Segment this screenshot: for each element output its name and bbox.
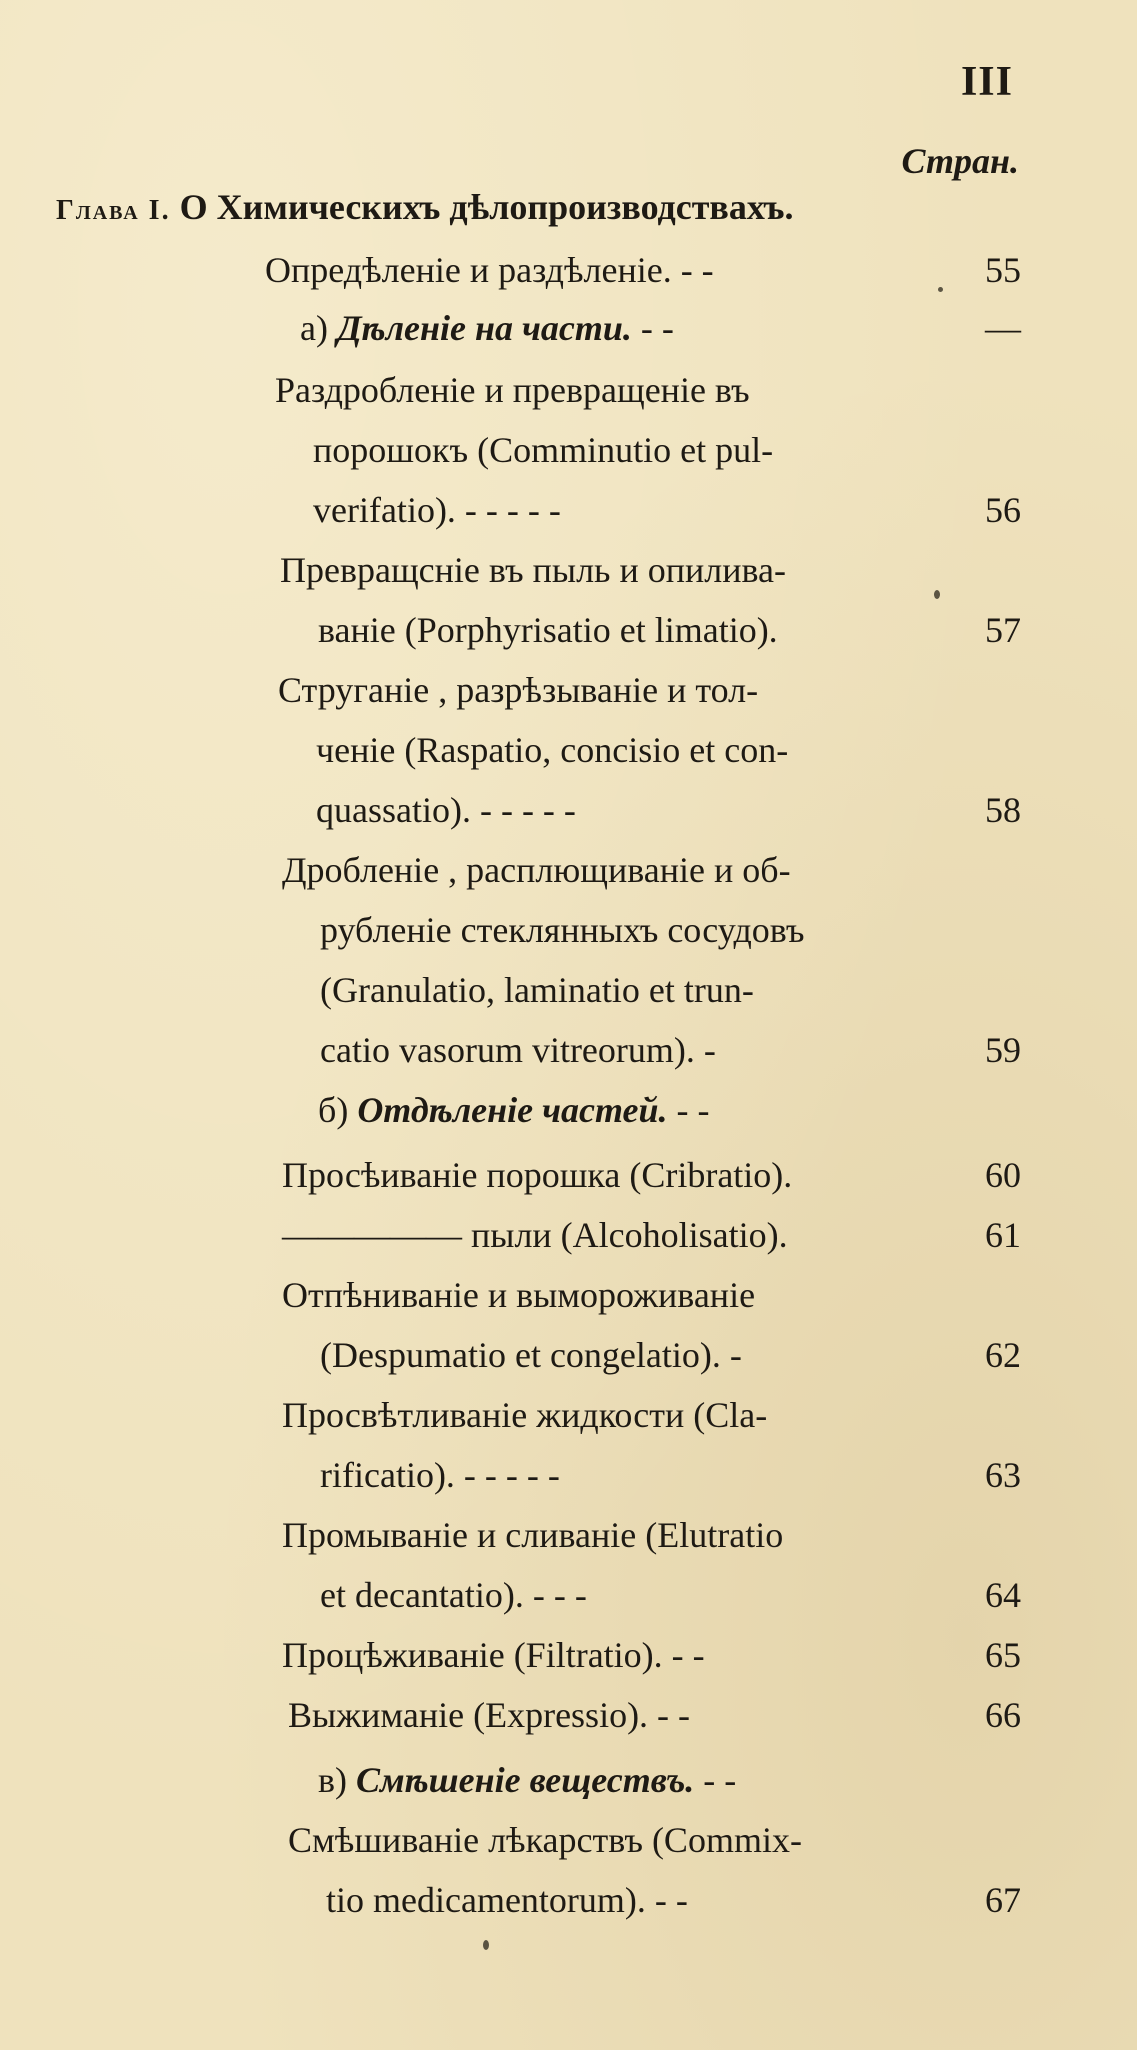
- toc-line-text: Дробленіе , расплющиваніе и об-: [282, 850, 791, 890]
- toc-line: [0, 660, 1137, 720]
- toc-line: [0, 1205, 1137, 1265]
- toc-line-text: Просвѣтливаніе жидкости (Cla-: [282, 1395, 768, 1435]
- toc-line: [0, 840, 1137, 900]
- toc-page-number: 62: [985, 1335, 1021, 1375]
- toc-line-text: Раздробленіе и превращеніе въ: [275, 370, 750, 410]
- toc-line: [0, 1810, 1137, 1870]
- toc-line: [0, 1870, 1137, 1930]
- paper-speck: [483, 1940, 489, 1950]
- toc-entry: [0, 1505, 1137, 1625]
- toc-line: [0, 1020, 1137, 1080]
- toc-line: [0, 1625, 1137, 1685]
- toc-entry: [0, 540, 1137, 660]
- toc-line-text: Просѣиваніе порошка (Cribratio).: [282, 1155, 793, 1195]
- toc-line: [0, 900, 1137, 960]
- toc-page-number: 55: [985, 250, 1021, 290]
- toc-line-text: рубленіе стеклянныхъ сосудовъ: [320, 910, 805, 950]
- chapter-heading: [56, 186, 793, 228]
- toc-page-number: 58: [985, 790, 1021, 830]
- toc-entry: [0, 1685, 1137, 1745]
- toc-line-text: Превращсніе въ пыль и опилива-: [280, 550, 786, 590]
- toc-line: [0, 1565, 1137, 1625]
- toc-entry: [0, 1385, 1137, 1505]
- toc-line-text: б) Отдѣленіе частей. - -: [318, 1090, 710, 1130]
- toc-page-number: 63: [985, 1455, 1021, 1495]
- toc-line: [0, 420, 1137, 480]
- toc-page-number: 57: [985, 610, 1021, 650]
- toc-entry: [0, 1750, 1137, 1810]
- toc-entry: [0, 1625, 1137, 1685]
- toc-page-number: —: [985, 308, 1021, 348]
- toc-page-number: 67: [985, 1880, 1021, 1920]
- toc-page-number: 64: [985, 1575, 1021, 1615]
- toc-line: [0, 240, 1137, 300]
- column-header: Стран.: [901, 141, 1019, 181]
- toc-page-number: 61: [985, 1215, 1021, 1255]
- toc-line-text: Опредѣленіе и раздѣленіе. - -: [265, 250, 714, 290]
- toc-entry: [0, 1145, 1137, 1205]
- toc-line-text: Выжиманіе (Expressio). - -: [288, 1695, 691, 1735]
- toc-line-text: порошокъ (Comminutio et pul-: [313, 430, 774, 470]
- chapter-prefix: Глава I.: [56, 195, 171, 226]
- page-number: III: [960, 59, 1013, 105]
- toc-line-text: ваніе (Porphyrisatio et limatio).: [318, 610, 778, 650]
- toc-line-text: (Despumatio et congelatio). -: [320, 1335, 742, 1375]
- toc-line: [0, 1685, 1137, 1745]
- toc-line-text: ————— пыли (Alcoholisatio).: [282, 1215, 788, 1255]
- toc-line-text: ченіе (Raspatio, concisio et con-: [316, 730, 789, 770]
- toc-line-text: rificatio). - - - - -: [320, 1455, 560, 1495]
- toc-line-text: Отпѣниваніе и вымороживаніе: [282, 1275, 756, 1315]
- toc-line: [0, 1080, 1137, 1140]
- toc-line: [0, 1445, 1137, 1505]
- toc-entry: [0, 360, 1137, 540]
- toc-page-number: 65: [985, 1635, 1021, 1675]
- toc-entry: [0, 1810, 1137, 1930]
- chapter-title: О Химическихъ дѣлопроизводствахъ.: [179, 187, 794, 227]
- toc-line: [0, 720, 1137, 780]
- toc-page-number: 59: [985, 1030, 1021, 1070]
- toc-line-text: Процѣживаніе (Filtratio). - -: [282, 1635, 705, 1675]
- toc-line: [0, 1325, 1137, 1385]
- toc-line-text: verifatio). - - - - -: [313, 490, 561, 530]
- toc-entry: [0, 1205, 1137, 1265]
- toc-line: [0, 480, 1137, 540]
- toc-line: [0, 1505, 1137, 1565]
- toc-line: [0, 1385, 1137, 1445]
- toc-line: [0, 960, 1137, 1020]
- toc-entry: [0, 240, 1137, 300]
- toc-entry: [0, 1265, 1137, 1385]
- toc-line-text: Промываніе и сливаніе (Elutratio: [282, 1515, 784, 1555]
- toc-line: [0, 360, 1137, 420]
- toc-entry: [0, 298, 1137, 358]
- toc-line: [0, 540, 1137, 600]
- toc-line-text: quassatio). - - - - -: [316, 790, 576, 830]
- toc-page-number: 60: [985, 1155, 1021, 1195]
- toc-line-text: et decantatio). - - -: [320, 1575, 587, 1615]
- toc-page-number: 56: [985, 490, 1021, 530]
- toc-entry: [0, 660, 1137, 840]
- toc-line: [0, 1750, 1137, 1810]
- toc-line: [0, 600, 1137, 660]
- toc-line-text: Смѣшиваніе лѣкарствъ (Commix-: [288, 1820, 802, 1860]
- toc-entry: [0, 840, 1137, 1080]
- paper-speck: [938, 287, 943, 292]
- toc-line: [0, 1265, 1137, 1325]
- toc-line-text: Струганіе , разрѣзываніе и тол-: [278, 670, 759, 710]
- toc-entry: [0, 1080, 1137, 1140]
- toc-line-text: catio vasorum vitreorum). -: [320, 1030, 716, 1070]
- toc-page-number: 66: [985, 1695, 1021, 1735]
- toc-line: [0, 780, 1137, 840]
- toc-line: [0, 298, 1137, 358]
- toc-line-text: tio medicamentorum). - -: [326, 1880, 688, 1920]
- toc-line-text: а) Дѣленіе на части. - -: [300, 308, 674, 348]
- toc-line-text: (Granulatio, laminatio et trun-: [320, 970, 754, 1010]
- toc-line: [0, 1145, 1137, 1205]
- paper-speck: [934, 590, 940, 599]
- toc-line-text: в) Смѣшеніе веществъ. - -: [318, 1760, 737, 1800]
